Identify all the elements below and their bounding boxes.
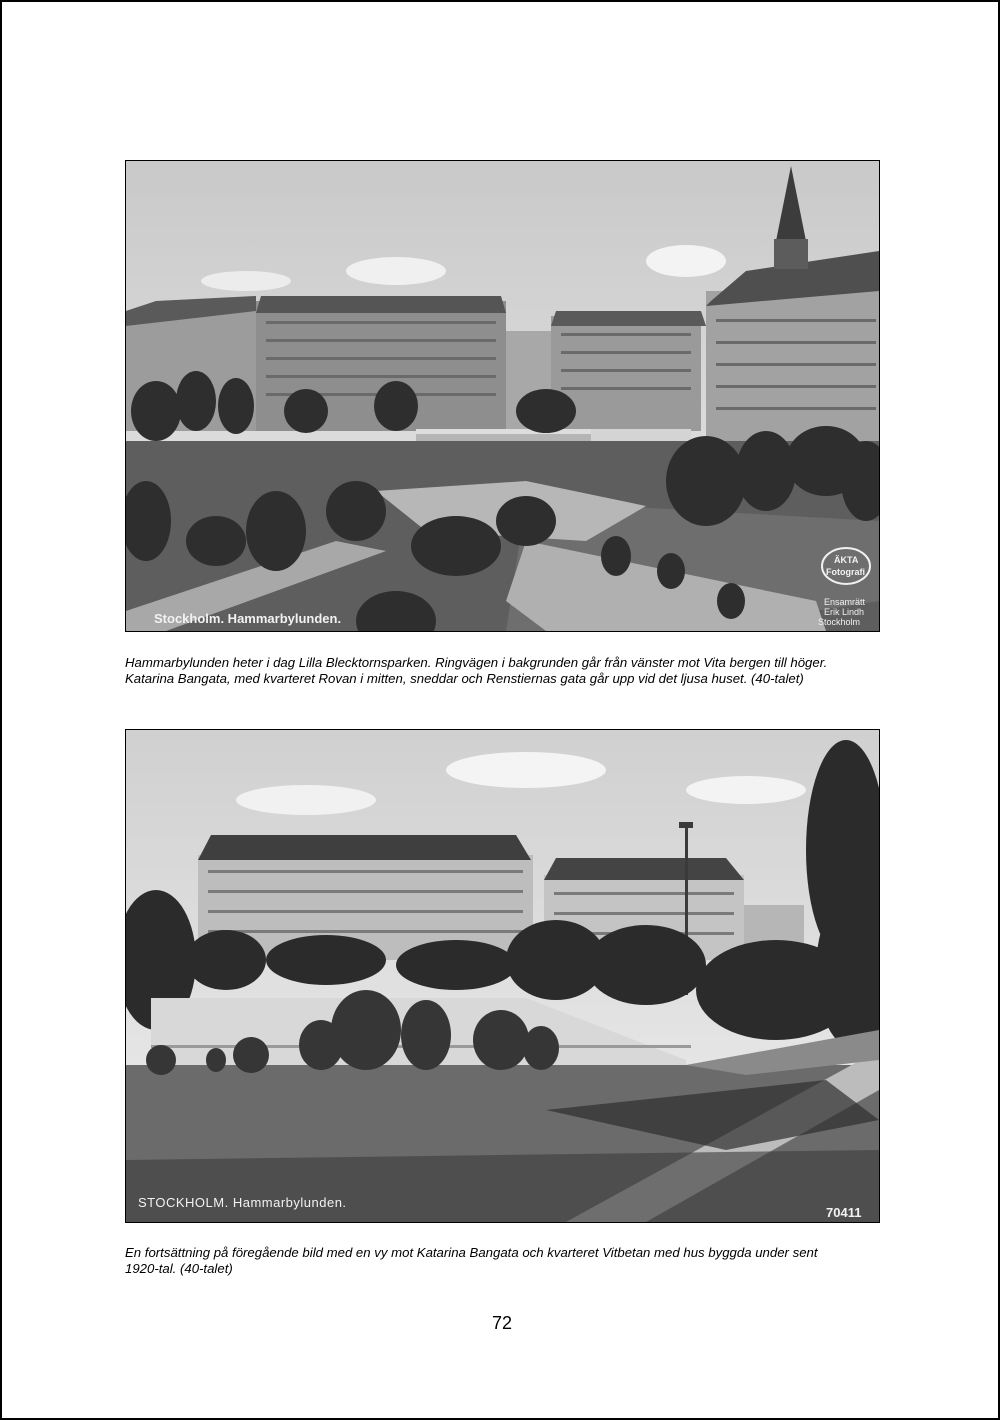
photo-credit-line: Erik Lindh — [824, 607, 865, 617]
stamp-bottom-text: Fotografi — [826, 567, 865, 577]
photo-2-caption — [125, 1245, 885, 1277]
caption-line: Hammarbylunden heter i dag Lilla Blecktornsparken. Ringvägen i bakgrunden går från vänster mot Vita bergen till höger. — [125, 655, 828, 670]
photo-2-card-number: 70411 — [826, 1205, 862, 1220]
photo-1-image — [126, 161, 879, 631]
page-number: 72 — [491, 1313, 513, 1333]
caption-line: Katarina Bangata, med kvarteret Rovan i mitten, sneddar och Renstiernas gata går upp vid det ljusa huset. (40-talet) — [125, 671, 804, 686]
caption-line: 1920-tal. (40-talet) — [125, 1261, 233, 1276]
photo-credit-line: Ensamrätt — [824, 597, 866, 607]
photo-hammarbylunden-park — [125, 160, 880, 632]
photo-1-caption — [125, 655, 885, 687]
photo-1-postcard-label: Stockholm. Hammarbylunden. — [154, 611, 342, 626]
photo-2-image — [126, 730, 879, 1222]
photo-hammarbylunden-view — [125, 729, 880, 1223]
photo-2-postcard-label: STOCKHOLM. Hammarbylunden. — [138, 1195, 347, 1210]
stamp-top-text: ÄKTA — [834, 555, 859, 565]
caption-line: En fortsättning på föregående bild med en vy mot Katarina Bangata och kvarteret Vitbetan med hus byggda under sent — [125, 1245, 818, 1260]
photo-credit-line: Stockholm — [818, 617, 861, 627]
